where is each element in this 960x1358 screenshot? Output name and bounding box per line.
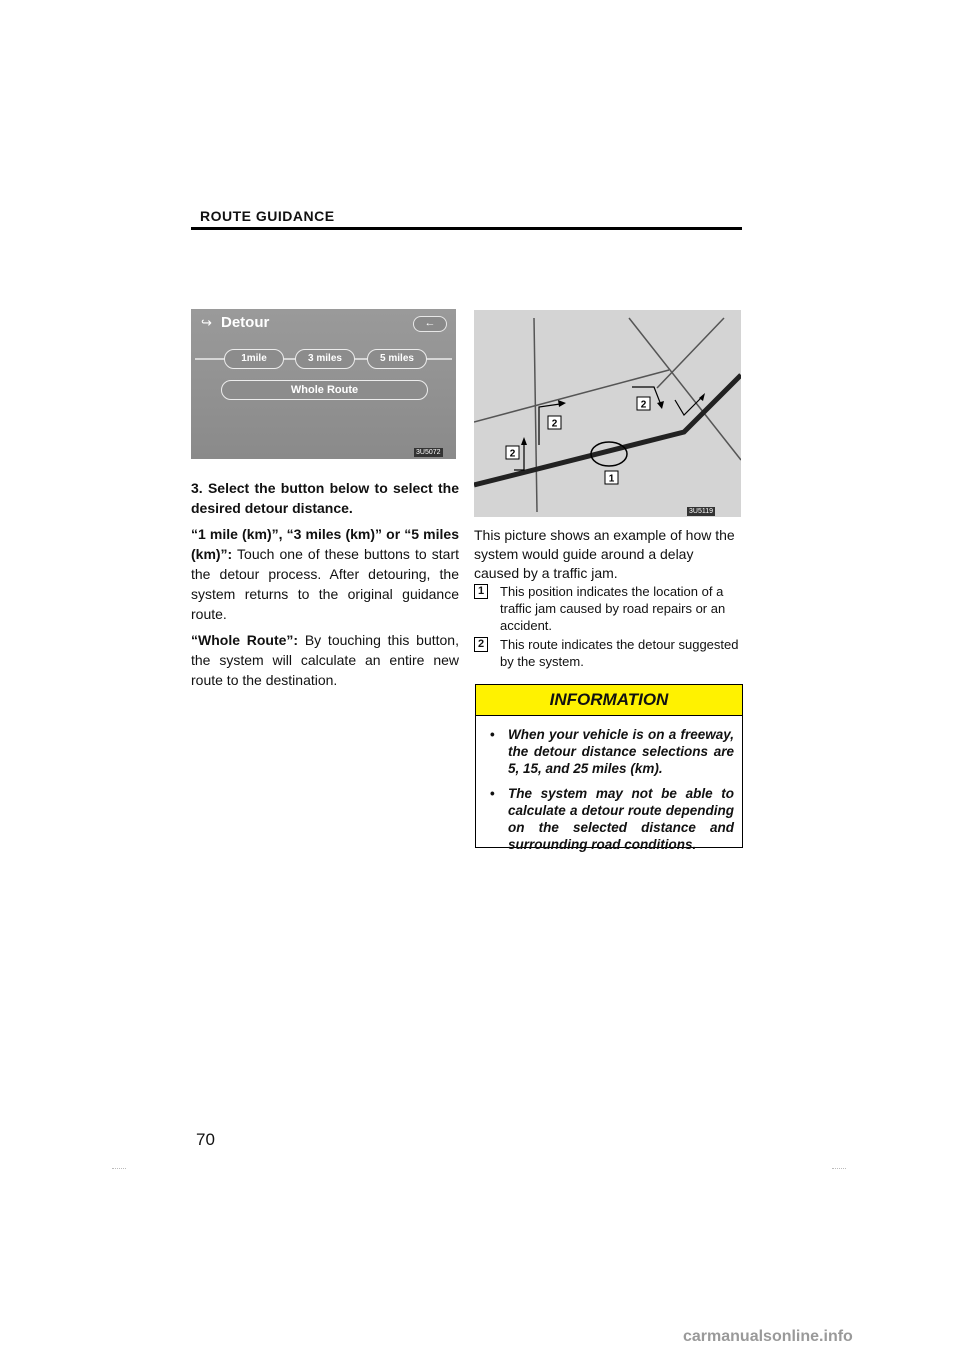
legend-text-2: This route indicates the detour suggested by the system.: [500, 637, 739, 669]
information-list: [476, 716, 742, 853]
detour-screen-image: [191, 309, 456, 459]
information-box: [475, 684, 743, 852]
header-rule: [191, 227, 742, 230]
watermark: carmanualsonline.info: [683, 1328, 853, 1345]
legend-item-1: [474, 583, 742, 634]
crop-mark: [832, 1168, 846, 1169]
legend-number-1: 1: [474, 584, 488, 599]
step-instruction: 3. Select the button below to select the desired detour distance.: [191, 480, 459, 516]
option-whole-text: By touching this button, the system will calculate an entire new route to the destination.: [191, 632, 459, 688]
legend-text-1: This position indicates the location of a traffic jam caused by road repairs or an accident.: [500, 584, 726, 633]
marker-1-label: 1: [608, 473, 615, 485]
detour-screen-title: Detour: [221, 314, 270, 331]
marker-2-b-label: 2: [551, 418, 558, 430]
road-vertical: [534, 318, 537, 512]
legend-number-2: 2: [474, 637, 488, 652]
map-intro: This picture shows an example of how the system would guide around a delay caused by a traffic jam.: [474, 527, 735, 581]
option-distance-desc: [191, 524, 459, 624]
option-3-miles: 3 miles: [295, 349, 355, 369]
information-item: • The system may not be able to calculate a detour route depending on the selected distance and surrounding road conditions.: [490, 785, 734, 853]
back-icon: ←: [413, 316, 447, 332]
image-code: 3U5072: [416, 449, 441, 456]
option-distance-text: Touch one of these buttons to start the detour process. After detouring, the system returns to the original guidance route.: [191, 546, 459, 622]
page-number: 70: [196, 1130, 215, 1149]
section-header: ROUTE GUIDANCE: [200, 208, 335, 224]
detour-icon: ↪: [201, 315, 212, 330]
option-distance-term: “1 mile (km)”, “3 miles (km)” or “5 miles (km)”:: [191, 526, 459, 562]
road-upper-right: [657, 318, 724, 388]
information-item: • When your vehicle is on a freeway, the detour distance selections are 5, 15, and 25 miles (km).: [490, 726, 734, 777]
option-5-miles: 5 miles: [367, 349, 427, 369]
left-column: [191, 478, 459, 696]
option-whole-route: Whole Route: [221, 380, 428, 400]
legend-item-2: [474, 636, 742, 670]
option-1-mile: 1mile: [224, 349, 284, 369]
option-whole-desc: [191, 630, 459, 690]
image-code: 3U5119: [689, 508, 714, 515]
information-heading: INFORMATION: [476, 685, 742, 716]
road-diagonal: [474, 370, 669, 422]
marker-2-a-label: 2: [509, 448, 516, 460]
crop-mark: [112, 1168, 126, 1169]
main-route: [474, 375, 741, 485]
marker-2-c-label: 2: [640, 399, 647, 411]
detour-map-image: [474, 310, 741, 517]
option-whole-term: “Whole Route”:: [191, 632, 299, 648]
